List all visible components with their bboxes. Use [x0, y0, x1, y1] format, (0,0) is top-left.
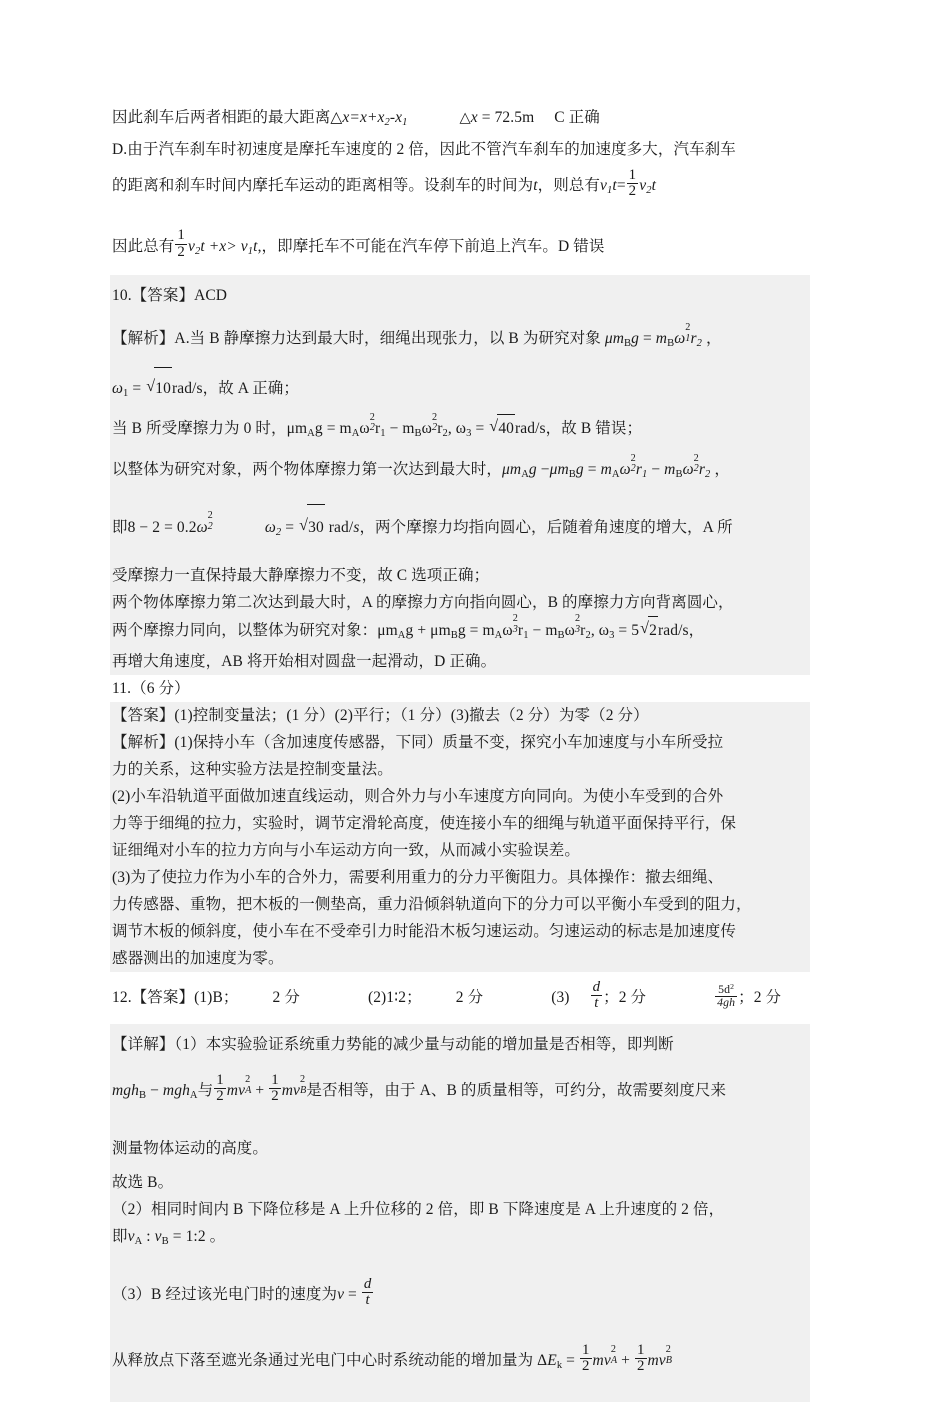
q9-l1-math-a: x=x+x [342, 109, 385, 126]
q10-s1-omega-sub: 1 [685, 332, 691, 344]
q12-s8-f2-num: 1 [636, 1341, 645, 1358]
q10-s3-end: ，故 B 错误； [545, 419, 643, 437]
q10-solution-line-1 [112, 316, 810, 367]
q10-s8-unit: rad/s [658, 621, 689, 639]
q12-solution-line-4: 故选 B。 [112, 1174, 174, 1192]
q10-s4-w2-sup: 2 [693, 452, 699, 464]
q10-s8-w1-sup: 2 [512, 613, 518, 625]
q12-frac2-den: 4gh [717, 996, 736, 1010]
q12-s2-fraction-1 [214, 1073, 226, 1104]
q10-s3-mu: μm [286, 419, 308, 437]
q9-line-3 [112, 163, 838, 214]
q10-s8-comma: , ω [590, 621, 610, 639]
q10-solution-line-2 [112, 367, 810, 414]
q10-s3-w3-sub: 3 [466, 427, 472, 439]
question-12-block [110, 1024, 810, 1402]
q9-l1-sub-2: 2 [384, 116, 390, 128]
q10-s8-sqrt [640, 616, 658, 644]
q12-s8-mv1-indices [610, 1344, 618, 1367]
q10-s5-w: ω [196, 518, 208, 536]
q9-line-1 [112, 104, 838, 136]
q12-s6-v2-sub: B [161, 1236, 169, 1248]
q10-s2-omega: ω [112, 379, 124, 397]
q10-s3-unit: rad/s [515, 419, 546, 437]
q12-s8-mv1-sup: 2 [610, 1344, 617, 1356]
q12-s2-minus: − [146, 1082, 163, 1100]
q9-l3-eq: = [616, 176, 626, 194]
q10-s5-w2-sub: 2 [275, 526, 282, 538]
q9-l4-text-a: 因此总有 [112, 237, 175, 255]
q9-l4-v-sub: 2 [194, 245, 201, 257]
q9-l3-t: t [533, 176, 538, 194]
q9-l3-text-b: ，则总有 [537, 176, 601, 194]
q12-spacer-4 [112, 1392, 810, 1402]
q10-s1-m: m [655, 329, 668, 347]
q12-s7-frac-num: d [363, 1275, 372, 1292]
q12-s6-end: 。 [205, 1228, 226, 1246]
q9-l1-x: x [470, 109, 478, 126]
q10-solution-line-4 [112, 447, 810, 498]
q9-l4-t: t [200, 237, 205, 255]
question-10-block [110, 275, 810, 676]
q9-l1-delta: △ [459, 110, 471, 126]
q10-s8-radicand: 2 [648, 616, 658, 644]
q12-s8-eq: = [562, 1352, 579, 1370]
q12-solution-line-2 [112, 1065, 810, 1122]
q10-s8-r1: r [517, 621, 524, 639]
q12-s2-mv1-indices [245, 1074, 252, 1097]
q11-answer-line: 【答案】(1)控制变量法；(1 分）(2)平行；（1 分）(3)撤去（2 分）为零（2 分） [112, 707, 649, 725]
q12-s2-plus: + [251, 1082, 269, 1100]
q9-l4-ineq: +x> [204, 237, 241, 255]
q11-solution-line-1: 【解析】(1)保持小车（含加速度传感器，下同）质量不变，探究小车加速度与小车所受拉 [112, 734, 724, 752]
q12-spacer-2 [112, 1255, 810, 1269]
q10-s5-prefix: 即 [112, 518, 128, 536]
q11-solution-line-3: (2)小车沿轨道平面做加速直线运动，则合外力与小车速度方向同向。为使小车受到的合外 [112, 788, 724, 806]
q10-s1-eq: = [639, 329, 656, 347]
q10-s5-end: ，两个摩擦力均指向圆心，后随着角速度的增大，A 所 [359, 518, 733, 536]
q12-ans-fraction-1 [591, 980, 603, 1011]
q12-s2-mv2-sub: B [300, 1085, 307, 1097]
q10-s8-minus: − m [528, 621, 558, 639]
q9-spacer [112, 214, 838, 224]
q9-l3-t2: t [612, 176, 617, 194]
q10-s8-r1-sub: 1 [523, 629, 529, 641]
q10-s3-g: g = m [314, 419, 352, 437]
q12-s6-v2: v [154, 1228, 162, 1246]
q10-s1-g: g [631, 329, 639, 347]
q12-s8-E-sub: k [556, 1360, 563, 1372]
q12-solution-line-1: 【详解】（1）本实验验证系统重力势能的减少量与动能的增加量是否相等，即判断 [112, 1036, 674, 1054]
q9-l3-fraction [627, 168, 639, 199]
q10-s8-w2: ω [564, 621, 575, 639]
q10-s1-mu-sub: B [624, 337, 632, 349]
q10-s1-omega-sup: 2 [685, 321, 691, 333]
q10-s8-w2-indices [574, 613, 581, 636]
q10-s4-m1-sub: A [611, 468, 620, 480]
q10-s3-r2-sub: 2 [442, 427, 448, 439]
question-11-block [110, 702, 810, 972]
q12-s2-f2-num: 1 [271, 1072, 279, 1089]
q10-s8-mu1-sub: A [397, 629, 406, 641]
q12-s8-mv2-sub: B [665, 1355, 673, 1367]
q10-solution-line-3 [112, 411, 810, 447]
q12-s2-end: 是否相等，由于 A、B 的质量相等，可约分，故需要刻度尺来 [306, 1082, 727, 1100]
q12-s6-colon: : [142, 1228, 155, 1246]
q12-frac2-num [715, 983, 737, 997]
q10-s5-w2: ω [264, 518, 276, 536]
q10-s4-text: 以整体为研究对象，两个物体摩擦力第一次达到最大时， [112, 460, 503, 478]
q12-s7-v: v [337, 1286, 345, 1304]
q9-l4-text-b: ,，即摩托车不可能在汽车停下前追上汽车。D 错误 [257, 237, 605, 255]
q12-s2-mv2-indices [300, 1074, 307, 1097]
q12-s6-v1-sub: A [134, 1236, 143, 1248]
q12-s2-mv1-sup: 2 [245, 1074, 251, 1086]
q10-s3-w-indices [369, 411, 375, 434]
q12-s2-f1-num: 1 [216, 1072, 224, 1089]
q12-solution-line-3: 测量物体运动的高度。 [112, 1140, 269, 1158]
q12-s2-f1-den: 2 [216, 1088, 224, 1105]
q12-s8-mv2-sup: 2 [665, 1344, 672, 1356]
q10-s8-mu2: μm [430, 621, 451, 639]
q12-ans-d: 2 分 [455, 989, 484, 1007]
q11-solution-line-9: 感器测出的加速度为零。 [112, 950, 284, 968]
q10-s4-w1: ω [619, 460, 631, 478]
q10-s4-m2-sub: B [675, 468, 683, 480]
q10-s4-end: ， [710, 460, 730, 478]
q12-frac1-num: d [592, 979, 601, 996]
q9-line-2: D.由于汽车刹车时初速度是摩托车速度的 2 倍，因此不管汽车刹车的加速度多大，汽车刹车 [112, 140, 736, 158]
q12-s8-mv2-indices [665, 1344, 673, 1367]
q10-s2-eq: = [128, 379, 146, 397]
q12-s8-fraction-2 [635, 1343, 647, 1374]
q10-s8-w2-sup: 2 [574, 613, 581, 625]
q9-l1-text: 因此刹车后两者相距的最大距离△ [112, 109, 343, 126]
q12-s8-fraction-1 [580, 1343, 592, 1374]
q9-l4-t2: t [253, 237, 258, 255]
q12-spacer-3 [112, 1321, 810, 1335]
q9-line-4 [112, 224, 838, 275]
q10-s5-radicand: 30 [307, 504, 325, 551]
q10-s2-omega-sub: 1 [123, 387, 129, 399]
q10-s1-end: ， [702, 329, 722, 347]
q12-s7-eq: = [344, 1286, 361, 1304]
q12-ans-g: ；2 分 [603, 989, 647, 1007]
q10-s4-eq: = [583, 460, 601, 478]
q10-s8-w2-sub: 3 [574, 624, 581, 636]
q10-s3-m2-sub: B [414, 427, 422, 439]
q10-s3-w2-indices [431, 411, 438, 434]
q10-s4-mu1-sub: A [521, 468, 529, 480]
q10-s3-text: 当 B 所受摩擦力为 0 时， [112, 419, 287, 437]
q10-s5-w-indices [207, 510, 213, 533]
q12-s2-mgh-b: mgh [112, 1082, 139, 1100]
q10-s4-mu2: μm [549, 460, 569, 478]
q12-solution-line-5: （2）相同时间内 B 下降位移是 A 上升位移的 2 倍，即 B 下降速度是 A 上升速度的 2 倍， [112, 1201, 725, 1219]
q11-solution-line-4: 力等于细绳的拉力，实验时，调节定滑轮高度，使连接小车的细绳与轨道平面保持平行，保 [112, 815, 737, 833]
q10-s8-end: ， [688, 621, 705, 639]
q10-s4-m2: m [664, 460, 676, 478]
q12-s8-f1-den: 2 [582, 1358, 590, 1375]
q12-solution-line-6 [112, 1223, 810, 1255]
q9-l4-v: v [187, 237, 195, 255]
q10-s4-r1: r [635, 460, 642, 478]
q9-l3-text-a: 的距离和刹车时间内摩托车运动的距离相等。设刹车的时间为 [112, 176, 534, 194]
q10-s5-slash: / [348, 518, 354, 536]
q12-s6-v1: v [127, 1228, 135, 1246]
q10-solution-line-8 [112, 613, 810, 649]
q12-s8-text: 从释放点下落至遮光条通过光电门中心时系统动能的增加量为 Δ [112, 1352, 548, 1370]
q11-solution-line-8: 调节木板的倾斜度，使小车在不受牵引力时能沿木板匀速运动。匀速运动的标志是加速度传 [112, 923, 737, 941]
question-11-header-block [112, 675, 838, 702]
q12-s7-fraction [362, 1277, 374, 1308]
q10-s1-m-sub: B [667, 337, 675, 349]
q10-s8-m1-sub: A [494, 629, 503, 641]
q10-s3-w2-sub: 2 [431, 422, 438, 434]
q10-s3-w-sup: 2 [369, 411, 375, 423]
q12-s8-mv1: mv [592, 1352, 611, 1370]
q10-s3-w-sub: 2 [369, 422, 375, 434]
q10-s8-w1-sub: 3 [512, 624, 518, 636]
q12-ans-e: (3) [551, 989, 570, 1007]
q12-ans-c: (2)1∶2； [367, 989, 422, 1007]
q12-ans-b: 2 分 [272, 989, 300, 1007]
q10-s4-r2: r [698, 460, 705, 478]
q10-s4-w2-sub: 2 [693, 463, 699, 475]
question-12-answer-block [112, 972, 838, 1024]
q12-s8-f2-den: 2 [636, 1358, 645, 1375]
q10-s3-mu-sub: A [307, 427, 315, 439]
q10-s8-mu2-sub: B [450, 629, 458, 641]
q10-s2-unit: rad/s [171, 379, 203, 397]
q10-s8-w1: ω [502, 621, 513, 639]
q10-s8-g1: g + [405, 621, 431, 639]
q10-s4-w1-sub: 2 [630, 463, 636, 475]
q10-s3-m-sub: A [351, 427, 360, 439]
q12-answer-line [112, 972, 838, 1024]
q9-l3-frac-den: 2 [628, 182, 637, 199]
q12-solution-line-7 [112, 1269, 810, 1321]
q10-solution-line-7: 两个物体摩擦力第二次达到最大时，A 的摩擦力方向指向圆心，B 的摩擦力方向背离圆心， [112, 593, 734, 611]
q11-solution-line-7: 力传感器、重物，把木板的一侧垫高，重力沿倾斜轨道向下的分力可以平衡小车受到的阻力， [112, 896, 752, 914]
q9-l4-fraction [175, 228, 187, 259]
q10-s4-g1: g [528, 460, 537, 478]
q10-s1-r-sub: 2 [696, 337, 702, 349]
q10-s4-minus: − [536, 460, 550, 478]
q12-s8-E: E [547, 1352, 557, 1370]
q10-s5-eq2: = [281, 518, 299, 536]
q10-s8-r2-sub: 2 [585, 629, 591, 641]
q12-frac2-num-sup: 2 [730, 982, 735, 992]
q10-s3-sqrt [489, 414, 515, 442]
q12-s8-f1-num: 1 [582, 1341, 590, 1358]
q10-s4-w1-sup: 2 [630, 452, 636, 464]
q10-s2-end: ，故 A 正确； [202, 379, 299, 397]
q10-s3-r-sub: 1 [380, 427, 386, 439]
q10-solution-line-6: 受摩擦力一直保持最大静摩擦力不变，故 C 选项正确； [112, 566, 490, 584]
q12-frac1-den: t [594, 995, 599, 1012]
q12-ans-fraction-2 [715, 983, 737, 1009]
q9-l3-v-sub: 1 [607, 184, 613, 196]
q9-l4-v2-sub: 1 [247, 245, 254, 257]
q9-l4-frac-num: 1 [177, 227, 185, 244]
q10-s3-eq2: = [471, 419, 489, 437]
q12-ans-a: 12.【答案】(1)B； [112, 989, 239, 1007]
q10-s4-mu2-sub: B [568, 468, 576, 480]
q10-s5-w-sup: 2 [207, 510, 213, 522]
q10-solution-line-5 [112, 504, 810, 556]
q10-s3-r2: r [437, 419, 443, 437]
q11-solution-line-6: (3)为了使拉力作为小车的合外力，需要利用重力的分力平衡阻力。具体操作：撤去细绳、 [112, 869, 724, 887]
q11-header: 11.（6 分） [112, 680, 190, 698]
q9-l3-t3: t [651, 176, 656, 194]
q10-s8-mu1: μm [377, 621, 398, 639]
q12-s6-prefix: 即 [112, 1228, 128, 1246]
q9-l3-v: v [600, 176, 608, 194]
q10-answer-line: 10.【答案】ACD [112, 286, 228, 304]
q12-s7-text: （3）B 经过该光电门时的速度为 [112, 1286, 338, 1304]
page-content [112, 104, 838, 1402]
q10-solution-line-9: 再增大角速度，AB 将开始相对圆盘一起滑动，D 正确。 [112, 653, 497, 671]
q10-s5-w-sub: 2 [207, 521, 213, 533]
q10-s4-w1-indices [630, 452, 636, 475]
q10-s4-r1-sub: 1 [642, 468, 648, 480]
q11-solution-line-2: 力的关系，这种实验方法是控制变量法。 [112, 761, 393, 779]
q10-s1-omega: ω [674, 329, 686, 347]
q10-s1-r: r [690, 329, 697, 347]
q12-s2-mv2: mv [281, 1082, 301, 1100]
q9-l1-verdict: C 正确 [554, 109, 600, 126]
q10-s8-text: 两个摩擦力同向，以整体为研究对象： [112, 621, 378, 639]
q10-s2-radicand: 10 [154, 367, 172, 409]
q9-l4-v2: v [240, 237, 248, 255]
q12-s8-plus: + [617, 1352, 634, 1370]
q10-s5-unit: rad [324, 518, 349, 536]
q10-s8-w3-sub: 3 [609, 629, 615, 641]
q12-s7-frac-den: t [365, 1292, 370, 1309]
q10-s4-m1: m [600, 460, 612, 478]
q10-s8-m2-sub: B [557, 629, 565, 641]
q11-solution-line-5: 证细绳对小车的拉力方向与小车运动方向一致，从而减小实验误差。 [112, 842, 581, 860]
q10-s1-text: 【解析】A.当 B 静摩擦力达到最大时，细绳出现张力，以 B 为研究对象 [112, 329, 605, 347]
q9-l1-value: = 72.5m [477, 109, 535, 126]
q9-l3-frac-num: 1 [628, 166, 637, 183]
q12-s2-f2-den: 2 [271, 1088, 279, 1105]
q12-s8-mv1-sub: A [610, 1355, 618, 1367]
q10-s3-w2: ω [421, 419, 432, 437]
q12-s2-mgh-a-sub: A [189, 1090, 198, 1102]
q10-s3-comma: , ω [447, 419, 467, 437]
q10-s4-r2-sub: 2 [705, 468, 711, 480]
q10-s4-mu1: μm [502, 460, 522, 478]
q12-s2-mv2-sup: 2 [300, 1074, 306, 1086]
q9-l3-v2: v [639, 176, 647, 194]
q12-s2-mgh-b-sub: B [139, 1090, 147, 1102]
q10-s8-w1-indices [512, 613, 518, 636]
question-9-tail-block [112, 104, 838, 275]
q10-s5-sqrt [299, 504, 325, 551]
q10-s5-s: s [353, 518, 360, 536]
q9-l1-sub-1: 1 [402, 116, 408, 128]
q10-s4-minus2: − [647, 460, 665, 478]
q12-frac2-num-base: 5d [718, 983, 731, 997]
q12-s2-mgh-a: mgh [162, 1082, 190, 1100]
q10-s4-g2: g [575, 460, 584, 478]
q10-s3-w2-sup: 2 [431, 411, 438, 423]
q10-s2-sqrt [146, 367, 172, 409]
q10-s5-eq: 8 − 2 = 0.2 [127, 518, 197, 536]
q10-s3-r: r [374, 419, 381, 437]
q10-s3-radicand: 40 [497, 414, 515, 442]
q9-l3-v2-sub: 2 [646, 184, 652, 196]
q10-s3-minus: − m [385, 419, 415, 437]
q9-l1-math-b: -x [389, 109, 403, 126]
q12-s6-eq: = 1:2 [168, 1228, 206, 1246]
q12-s2-mv1: mv [226, 1082, 246, 1100]
q12-s2-yu: 与 [197, 1082, 214, 1100]
q10-s3-w: ω [359, 419, 370, 437]
q12-s8-mv2: mv [647, 1352, 666, 1370]
q12-s2-mv1-sub: A [245, 1085, 252, 1097]
q12-ans-i: ；2 分 [738, 989, 782, 1007]
q10-s8-eq: = 5 [614, 621, 640, 639]
q10-s4-w2: ω [682, 460, 694, 478]
q10-s8-g2: g = m [457, 621, 495, 639]
q10-s1-mu: μm [604, 329, 625, 347]
q10-s4-w2-indices [693, 452, 699, 475]
q10-s1-omega-indices [685, 321, 691, 344]
q9-l4-frac-den: 2 [177, 243, 185, 260]
q10-s8-r2: r [580, 621, 586, 639]
q12-s2-fraction-2 [269, 1073, 281, 1104]
